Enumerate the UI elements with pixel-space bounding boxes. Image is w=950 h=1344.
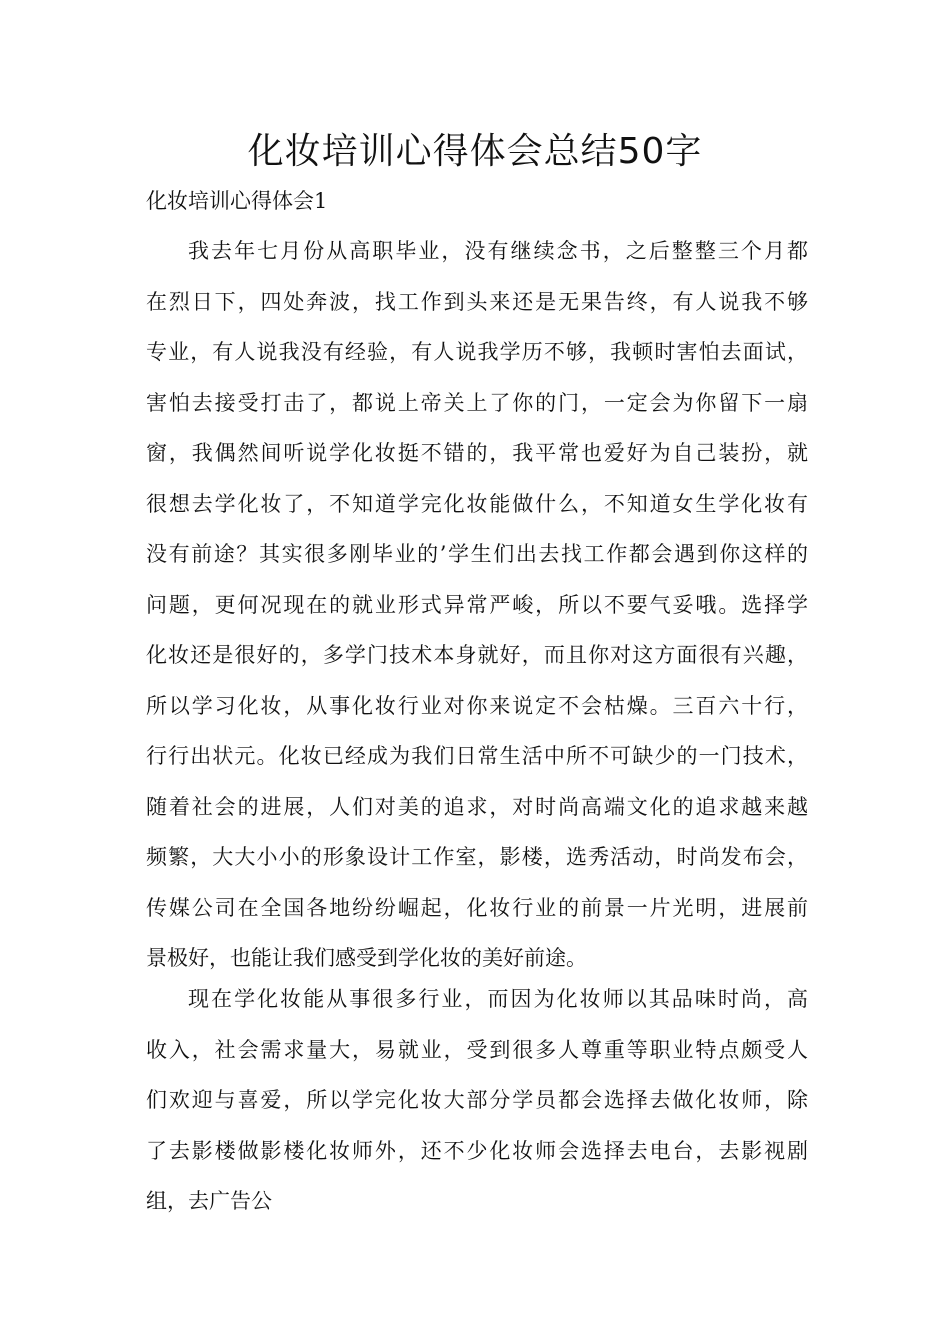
paragraph-2 [146,974,808,1227]
section-heading: 化妆培训心得体会1 [146,189,328,213]
paragraph-line: 了去影楼做影楼化妆师外，还不少化妆师会选择去电台，去影视剧 [146,1138,808,1163]
paragraph-line: 窗，我偶然间听说学化妆挺不错的，我平常也爱好为自己装扮，就 [146,441,808,465]
paragraph-line: 现在学化妆能从事很多行业，而因为化妆师以其品味时尚，高 [188,987,808,1011]
document-title: 化妆培训心得体会总结50字 [247,131,703,172]
paragraph-line: 们欢迎与喜爱，所以学完化妆大部分学员都会选择去做化妆师，除 [146,1088,808,1112]
paragraph-line: 所以学习化妆，从事化妆行业对你来说定不会枯燥。三百六十行， [146,693,808,718]
paragraph-line: 我去年七月份从高职毕业，没有继续念书，之后整整三个月都 [188,239,808,263]
paragraph-line: 专业，有人说我没有经验，有人说我学历不够，我顿时害怕去面试， [146,340,808,364]
paragraph-line: 在烈日下，四处奔波，找工作到头来还是无果告终，有人说我不够 [146,289,808,314]
paragraph-line: 随着社会的进展，人们对美的追求，对时尚高端文化的追求越来越 [146,794,808,819]
paragraph-line: 景极好，也能让我们感受到学化妆的美好前途。 [146,946,587,970]
paragraph-line: 没有前途？其实很多刚毕业的’学生们出去找工作都会遇到你这样的 [146,542,808,566]
paragraph-line: 问题，更何况现在的就业形式异常严峻，所以不要气妥哦。选择学 [146,592,808,617]
paragraph-line: 很想去学化妆了，不知道学完化妆能做什么，不知道女生学化妆有 [146,491,808,516]
paragraph-line: 传媒公司在全国各地纷纷崛起，化妆行业的前景一片光明，进展前 [146,895,808,920]
paragraph-line: 频繁，大大小小的形象设计工作室，影楼，选秀活动，时尚发布会， [146,845,808,869]
paragraph-1 [146,226,808,984]
paragraph-line: 行行出状元。化妆已经成为我们日常生活中所不可缺少的一门技术， [146,744,808,768]
paragraph-line: 害怕去接受打击了，都说上帝关上了你的门，一定会为你留下一扇 [146,390,808,415]
paragraph-line: 化妆还是很好的，多学门技术本身就好，而且你对这方面很有兴趣， [146,643,808,667]
paragraph-line: 收入，社会需求量大，易就业，受到很多人尊重等职业特点颇受人 [146,1037,808,1062]
paragraph-line: 组，去广告公 [146,1189,272,1213]
